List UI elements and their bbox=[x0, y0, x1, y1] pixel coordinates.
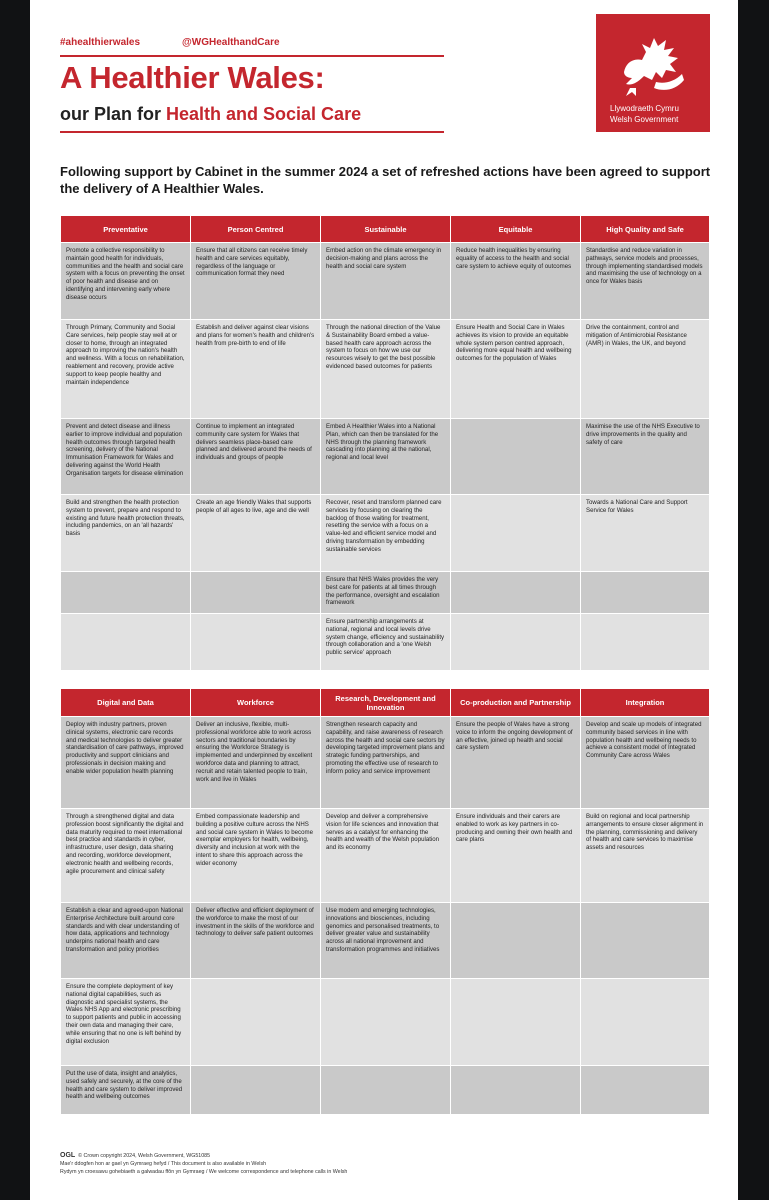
table-cell: Ensure that NHS Wales provides the very best care for patients at all times through the performance, oversight and escalation framework bbox=[321, 572, 451, 614]
table-row bbox=[61, 903, 710, 979]
copyright-text: © Crown copyright 2024, Welsh Government, WG51085 bbox=[78, 1153, 211, 1159]
table-cell: Ensure the complete deployment of key national digital capabilities, such as diagnostic and specialist systems, the Wales NHS App and electronic prescribing to support patients and public in accessing their own data and managing their care, while ensuring that no one is left behind by digital exclusion bbox=[61, 979, 191, 1066]
table-cell: Ensure individuals and their carers are enabled to work as key partners in co-producing and owning their own health and care plans bbox=[451, 809, 581, 903]
logo-welsh-text: Llywodraeth Cymru bbox=[610, 104, 679, 113]
table-cell bbox=[581, 979, 710, 1066]
header-equitable: Equitable bbox=[451, 216, 581, 243]
table-cell bbox=[581, 1066, 710, 1115]
table-cell bbox=[321, 979, 451, 1066]
table-header-row bbox=[61, 689, 710, 717]
table-cell: Build on regional and local partnership arrangements to ensure closer alignment in the planning, commissioning and delivery of health and care services to maximise assets and resources bbox=[581, 809, 710, 903]
table-cell: Through a strengthened digital and data profession boost significantly the digital and data maturity required to meet international best practice and standards in cyber, infrastructure, user design, data sharing and recording, workforce development, electronic health and wellbeing records, agile procurement and clinical safety bbox=[61, 809, 191, 903]
table-cell: Towards a National Care and Support Service for Wales bbox=[581, 495, 710, 572]
table-cell: Ensure Health and Social Care in Wales achieves its vision to provide an equitable whole system person centred approach, delivering more equal health and wellbeing outcomes for the population of Wales bbox=[451, 320, 581, 419]
intro-text: Following support by Cabinet in the summer 2024 a set of refreshed actions have been agreed to support the delivery of A Healthier Wales. bbox=[60, 164, 711, 196]
table-cell: Embed action on the climate emergency in decision-making and plans across the health and social care system bbox=[321, 243, 451, 320]
subtitle-prefix: our Plan for bbox=[60, 104, 167, 124]
logo-english-text: Welsh Government bbox=[610, 115, 679, 124]
table-cell: Embed A Healthier Wales into a National Plan, which can then be translated for the NHS through the planning framework cascading into planning at the national, regional and local level bbox=[321, 419, 451, 495]
hashtag: #ahealthierwales bbox=[60, 37, 141, 48]
welsh-dragon-icon bbox=[616, 32, 690, 98]
table-cell bbox=[61, 614, 191, 671]
header-research-development-innovation: Research, Development and Innovation bbox=[321, 689, 451, 717]
header-high-quality-safe: High Quality and Safe bbox=[581, 216, 710, 243]
table-cell: Maximise the use of the NHS Executive to drive improvements in the quality and safety of care bbox=[581, 419, 710, 495]
table-cell bbox=[581, 572, 710, 614]
table-cell: Continue to implement an integrated community care system for Wales that delivers seamless place-based care planned and delivered around the needs of individuals and groups of people bbox=[191, 419, 321, 495]
table-cell: Standardise and reduce variation in pathways, service models and processes, through implementing standardised models and maximising the use of technology on a once for Wales basis bbox=[581, 243, 710, 320]
table-cell bbox=[451, 495, 581, 572]
table-cell: Use modern and emerging technologies, innovations and biosciences, including genomics and personalised treatments, to deliver greater value and sustainability across all national improvement and transformation programmes and initiatives bbox=[321, 903, 451, 979]
table-cell bbox=[581, 614, 710, 671]
table-cell bbox=[191, 614, 321, 671]
header-workforce: Workforce bbox=[191, 689, 321, 717]
table-cell bbox=[191, 979, 321, 1066]
table-row bbox=[61, 419, 710, 495]
ogl-logo: OGL bbox=[60, 1152, 76, 1159]
table-cell: Build and strengthen the health protection system to prevent, prepare and respond to existing and future health protection threats, including pandemics, on an 'all hazards' basis bbox=[61, 495, 191, 572]
page-title: A Healthier Wales: bbox=[60, 60, 325, 95]
header-sustainable: Sustainable bbox=[321, 216, 451, 243]
header-person-centred: Person Centred bbox=[191, 216, 321, 243]
footer bbox=[60, 1152, 347, 1176]
table-cell bbox=[191, 1066, 321, 1115]
table-cell: Deliver effective and efficient deployment of the workforce to make the most of our investment in the skills of the workforce and technology to deliver safe patient outcomes bbox=[191, 903, 321, 979]
table-row bbox=[61, 243, 710, 320]
table-cell: Promote a collective responsibility to maintain good health for individuals, communities and the health and social care system with a focus on preventing the onset of poor health and disease and on identifying and intervening early where disease occurs bbox=[61, 243, 191, 320]
twitter-handle: @WGHealthandCare bbox=[182, 37, 280, 48]
table-cell: Through Primary, Community and Social Care services, help people stay well at or closer to home, through an integrated approach to improving the nation's health and wellness. With a focus on rehabilitation, reablement and recovery, provide active support to keep people healthy and maintain independence bbox=[61, 320, 191, 419]
title-rule-top bbox=[60, 55, 444, 57]
table-cell: Through the national direction of the Value & Sustainability Board embed a value-based health care approach across the system to focus on how we use our resources wisely to get the best possible evidenced based outcomes for patients bbox=[321, 320, 451, 419]
table-cell: Ensure that all citizens can receive timely health and care services equitably, regardless of the language or communication format they need bbox=[191, 243, 321, 320]
table-cell bbox=[451, 979, 581, 1066]
title-rule-bottom bbox=[60, 131, 444, 133]
table-cell: Develop and scale up models of integrated community based services in line with population health and wellbeing needs to achieve a consistent model of Integrated Community Care across Wales bbox=[581, 717, 710, 809]
table-row bbox=[61, 614, 710, 671]
poster bbox=[30, 0, 738, 1200]
table-row bbox=[61, 495, 710, 572]
table-cell bbox=[451, 572, 581, 614]
subtitle-highlight: Health and Social Care bbox=[166, 104, 362, 124]
values-table bbox=[60, 215, 710, 671]
page-subtitle bbox=[60, 104, 361, 125]
table-cell bbox=[451, 1066, 581, 1115]
table-row bbox=[61, 1066, 710, 1115]
table-row bbox=[61, 572, 710, 614]
table-cell: Develop and deliver a comprehensive vision for life sciences and innovation that serves as a catalyst for enhancing the health and wealth of the Welsh population and its economy bbox=[321, 809, 451, 903]
table-cell bbox=[451, 903, 581, 979]
header-co-production-partnership: Co-production and Partnership bbox=[451, 689, 581, 717]
table-cell: Create an age friendly Wales that supports people of all ages to live, age and die well bbox=[191, 495, 321, 572]
table-cell: Establish and deliver against clear visions and plans for women's health and children's health from pre-birth to end of life bbox=[191, 320, 321, 419]
correspondence-note: Rydym yn croesawu gohebiaeth a galwadau ffôn yn Gymraeg / We welcome correspondence and telephone calls in Welsh bbox=[60, 1169, 348, 1175]
table-cell: Put the use of data, insight and analytics, used safely and securely, at the core of the health and care system to deliver improved health and wellbeing outcomes bbox=[61, 1066, 191, 1115]
table-cell: Drive the containment, control and mitigation of Antimicrobial Resistance (AMR) in Wales, the UK, and beyond bbox=[581, 320, 710, 419]
table-row bbox=[61, 320, 710, 419]
header-digital-and-data: Digital and Data bbox=[61, 689, 191, 717]
table-cell bbox=[581, 903, 710, 979]
header-integration: Integration bbox=[581, 689, 710, 717]
table-row bbox=[61, 979, 710, 1066]
table-cell: Prevent and detect disease and illness earlier to improve individual and population health outcomes through targeted health screening, delivery of the National Immunisation Framework for Wales and delivering against the World Health Organisation targets for disease elimination bbox=[61, 419, 191, 495]
table-cell: Deploy with industry partners, proven clinical systems, electronic care records and medical technologies to deliver greater standardisation of care pathways, improved productivity and support clinicians and professionals in decision making and enable wider population health planning bbox=[61, 717, 191, 809]
language-note: Mae'r ddogfen hon ar gael yn Gymraeg hefyd / This document is also available in Welsh bbox=[60, 1161, 267, 1167]
copyright-line bbox=[60, 1152, 347, 1160]
table-cell bbox=[321, 1066, 451, 1115]
table-cell: Deliver an inclusive, flexible, multi-professional workforce able to work across sectors and traditional boundaries by ensuring the Workforce Strategy is implemented and underpinned by excellent workforce data and planning to attract, recruit and retain talented people to train, work and live in Wales bbox=[191, 717, 321, 809]
table-cell: Recover, reset and transform planned care services by focusing on clearing the backlog of those waiting for treatment, resetting the service with a focus on a value-led and efficient service model and driving transformation by embedding sustainable services bbox=[321, 495, 451, 572]
table-cell: Strengthen research capacity and capability, and raise awareness of research across the health and social care sectors by developing targeted improvement plans and strategic funding partnerships, and promoting the effective use of research to inform policy and service improvement bbox=[321, 717, 451, 809]
table-cell bbox=[451, 614, 581, 671]
welsh-government-logo bbox=[596, 14, 710, 132]
table-cell: Ensure the people of Wales have a strong voice to inform the ongoing development of an effective, joined up health and social care system bbox=[451, 717, 581, 809]
table-cell bbox=[451, 419, 581, 495]
table-row bbox=[61, 809, 710, 903]
header-preventative: Preventative bbox=[61, 216, 191, 243]
table-row bbox=[61, 717, 710, 809]
enablers-table bbox=[60, 688, 710, 1115]
table-cell: Embed compassionate leadership and building a positive culture across the NHS and social care system in Wales to become exemplar employers for health, wellbeing, diversity and inclusion at work with the intent to share this approach across the wider economy bbox=[191, 809, 321, 903]
table-header-row bbox=[61, 216, 710, 243]
table-cell bbox=[191, 572, 321, 614]
table-cell: Establish a clear and agreed-upon National Enterprise Architecture built around core standards and with clear understanding of how data, applications and technology underpins national health and care transformation and policy priorities bbox=[61, 903, 191, 979]
table-cell bbox=[61, 572, 191, 614]
table-cell: Reduce health inequalities by ensuring equality of access to the health and social care system to achieve equity of outcomes bbox=[451, 243, 581, 320]
table-cell: Ensure partnership arrangements at national, regional and local levels drive system change, efficiency and sustainability through collaboration and a 'one Welsh public service' approach bbox=[321, 614, 451, 671]
